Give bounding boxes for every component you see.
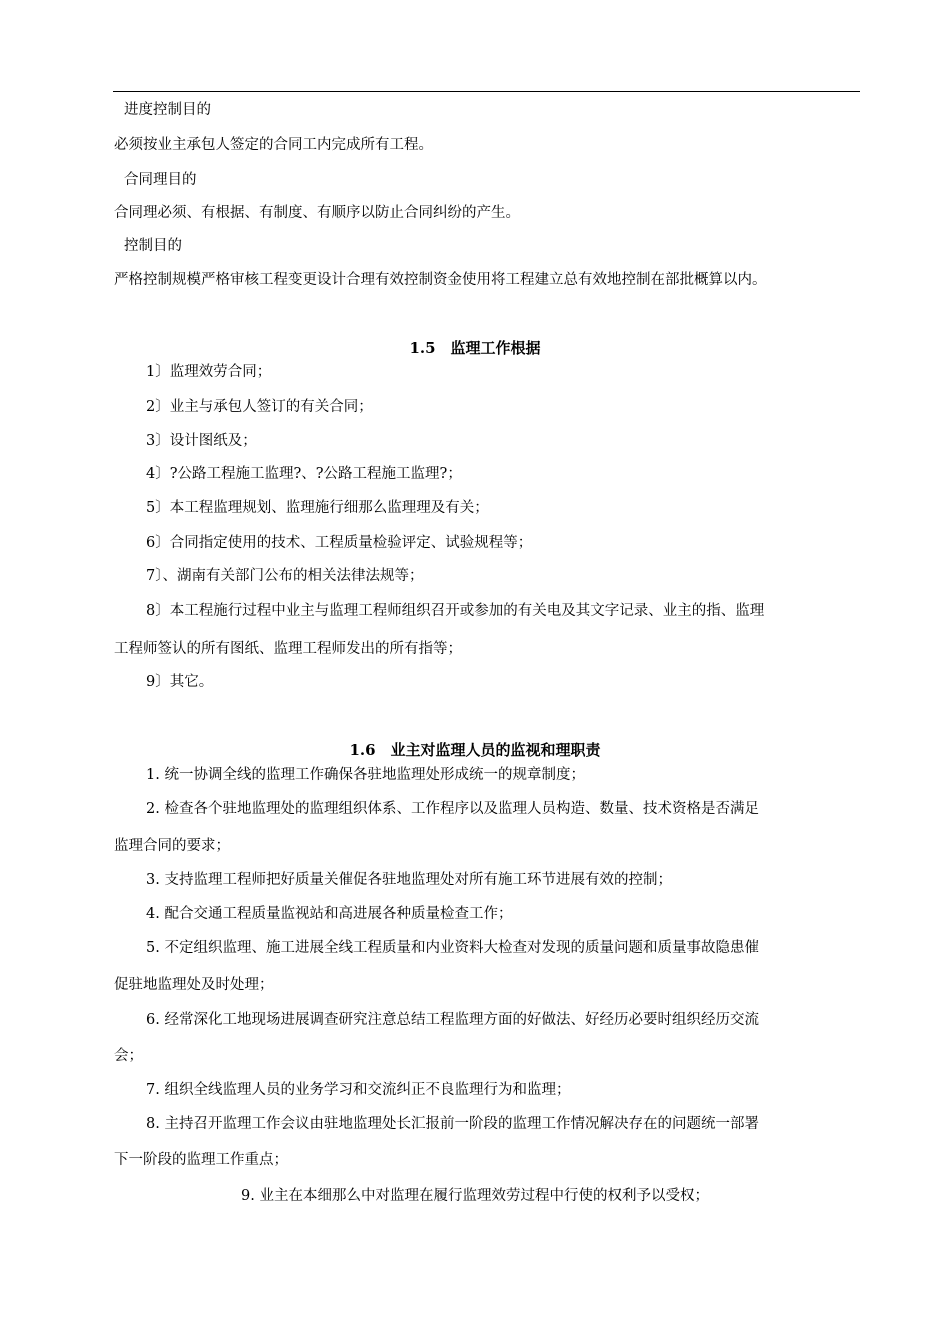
list-item: 3〕设计图纸及； bbox=[146, 433, 257, 449]
list-item: 8. 主持召开监理工作会议由驻地监理处长汇报前一阶段的监理工作情况解决存在的问题统一部署 bbox=[146, 1116, 759, 1132]
section-1-6-heading: 1.6 业主对监理人员的监视和理职责 bbox=[349, 741, 601, 759]
list-item: 3. 支持监理工程师把好质量关催促各驻地监理处对所有施工环节进展有效的控制； bbox=[146, 872, 672, 888]
list-item-continued: 会； bbox=[114, 1048, 143, 1064]
header-rule bbox=[113, 91, 860, 92]
list-item: 8〕本工程施行过程中业主与监理工程师组织召开或参加的有关电及其文字记录、业主的指、监理 bbox=[146, 603, 765, 619]
list-item: 9〕其它。 bbox=[146, 674, 214, 690]
list-item: 2. 检查各个驻地监理处的监理组织体系、工作程序以及监理人员构造、数量、技术资格是否满足 bbox=[146, 801, 759, 817]
list-item-centered: 9. 业主在本细那么中对监理在履行监理效劳过程中行使的权利予以受权； bbox=[241, 1188, 709, 1204]
list-item: 4〕?公路工程施工监理?、?公路工程施工监理?； bbox=[146, 466, 462, 482]
list-item: 1. 统一协调全线的监理工作确保各驻地监理处形成统一的规章制度； bbox=[146, 767, 585, 783]
schedule-text: 必须按业主承包人签定的合同工内完成所有工程。 bbox=[114, 137, 433, 153]
cost-text: 严格控制规模严格审核工程变更设计合理有效控制资金使用将工程建立总有效地控制在部批概算以内。 bbox=[114, 272, 767, 288]
section-1-5-heading: 1.5 监理工作根据 bbox=[409, 339, 541, 357]
contract-text: 合同理必须、有根据、有制度、有顺序以防止合同纠纷的产生。 bbox=[114, 205, 520, 221]
cost-title: 控制目的 bbox=[124, 238, 182, 254]
list-item: 5〕本工程监理规划、监理施行细那么监理理及有关； bbox=[146, 500, 489, 516]
contract-title: 合同理目的 bbox=[124, 172, 197, 188]
list-item: 7〕、湖南有关部门公布的相关法律法规等； bbox=[146, 568, 424, 584]
list-item: 6. 经常深化工地现场进展调查研究注意总结工程监理方面的好做法、好经历必要时组织经历交流 bbox=[146, 1012, 759, 1028]
list-item: 6〕合同指定使用的技术、工程质量检验评定、试验规程等； bbox=[146, 535, 533, 551]
list-item-continued: 监理合同的要求； bbox=[114, 838, 230, 854]
list-item-continued: 促驻地监理处及时处理； bbox=[114, 977, 274, 993]
list-item: 4. 配合交通工程质量监视站和高进展各种质量检查工作； bbox=[146, 906, 513, 922]
list-item: 2〕业主与承包人签订的有关合同； bbox=[146, 399, 373, 415]
list-item: 5. 不定组织监理、施工进展全线工程质量和内业资料大检查对发现的质量问题和质量事故隐患催 bbox=[146, 940, 759, 956]
list-item-continued: 下一阶段的监理工作重点； bbox=[114, 1152, 288, 1168]
list-item: 7. 组织全线监理人员的业务学习和交流纠正不良监理行为和监理； bbox=[146, 1082, 571, 1098]
list-item: 1〕监理效劳合同； bbox=[146, 364, 272, 380]
list-item-continued: 工程师签认的所有图纸、监理工程师发出的所有指等； bbox=[114, 641, 462, 657]
schedule-title: 进度控制目的 bbox=[124, 102, 211, 118]
